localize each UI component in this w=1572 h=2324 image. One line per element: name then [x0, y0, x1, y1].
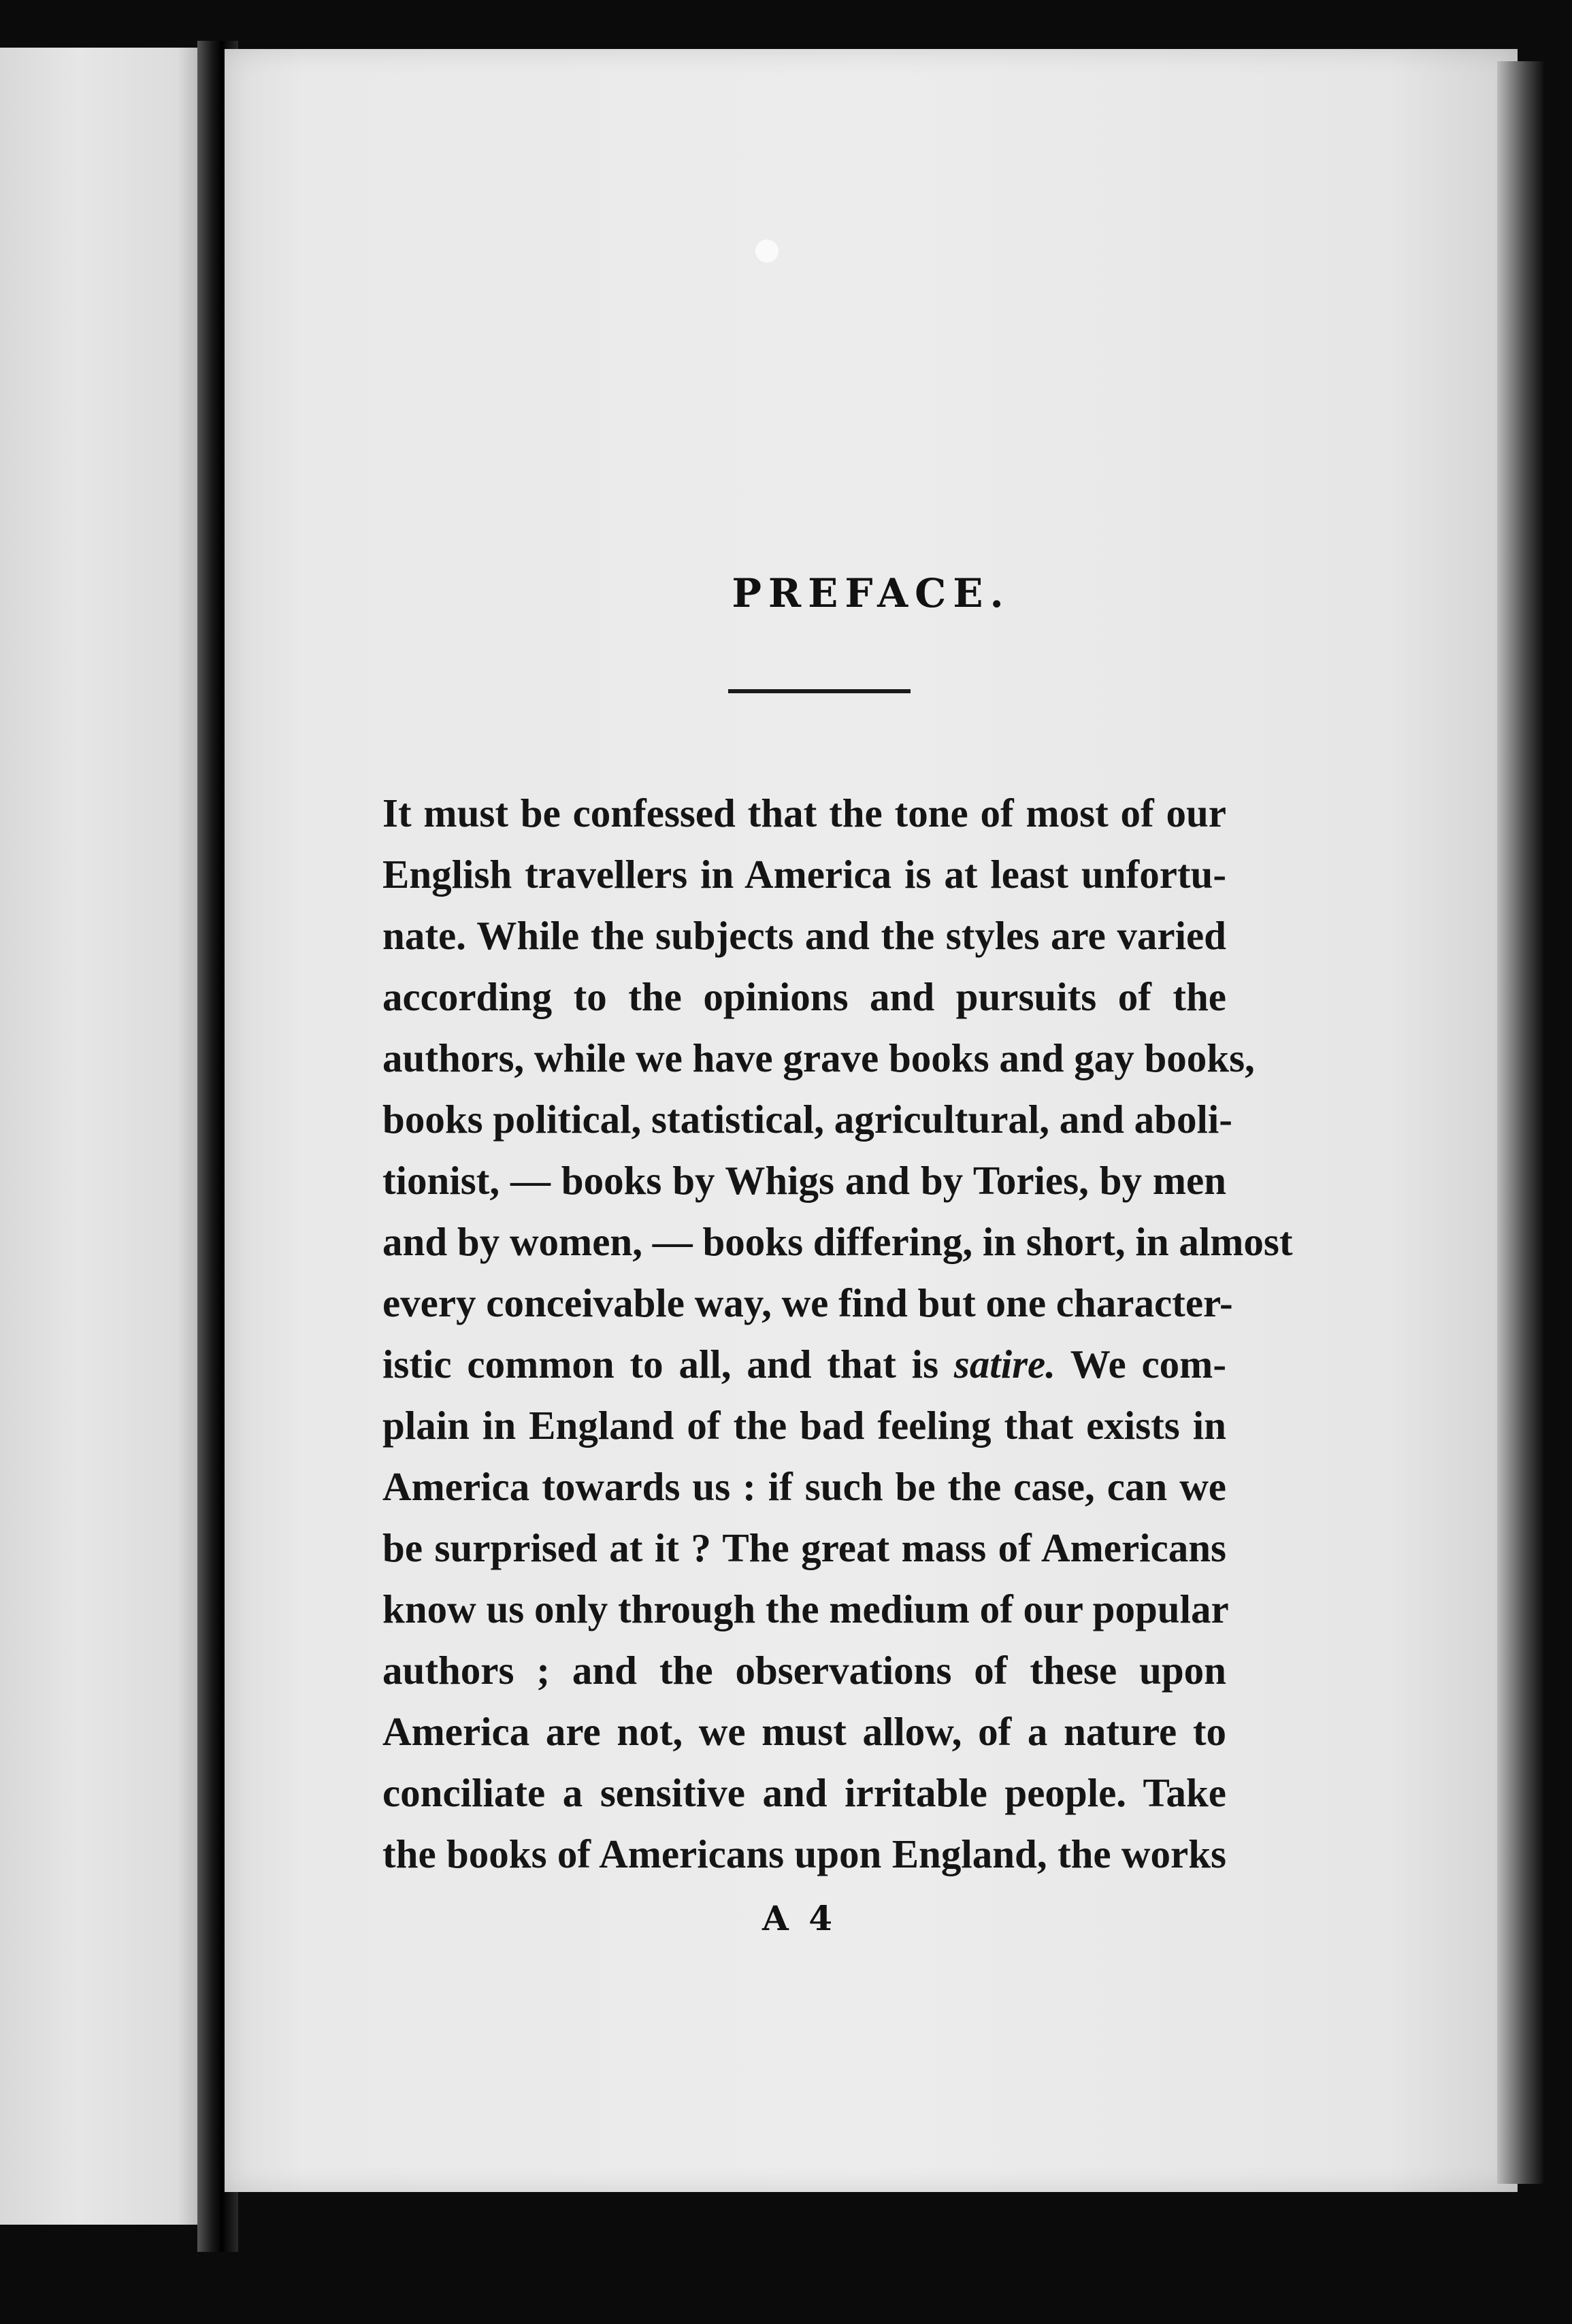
text-line: [382, 1456, 1226, 1517]
preface-paragraph: [382, 782, 1293, 1885]
text-line: [382, 1762, 1226, 1823]
heading-rule: [728, 689, 911, 693]
text-line: [382, 1517, 1226, 1578]
page-heading: PREFACE.: [732, 570, 1011, 616]
text-line: [382, 1211, 1293, 1272]
text-segment: according to the opinions and pursuits of the: [382, 974, 1226, 1019]
text-segment: conciliate a sensitive and irritable people. Take: [382, 1770, 1226, 1815]
text-segment: books political, statistical, agricultural, and aboli-: [382, 1097, 1232, 1142]
signature-mark: A 4: [762, 1898, 836, 1938]
text-line: [382, 1027, 1255, 1089]
text-line: [382, 844, 1226, 905]
facing-page-edge: [0, 48, 197, 2225]
text-segment: nate. While the subjects and the styles are varied: [382, 913, 1226, 958]
page-fore-edge: [1497, 61, 1545, 2184]
text-line: [382, 1150, 1226, 1211]
text-segment: the books of Americans upon England, the works: [382, 1831, 1226, 1876]
text-line: [382, 782, 1226, 844]
text-line: [382, 1640, 1226, 1701]
text-line: [382, 1578, 1229, 1640]
text-line: [382, 1701, 1226, 1762]
text-line: [382, 1395, 1226, 1456]
text-line: [382, 1333, 1226, 1395]
text-line: [382, 905, 1226, 966]
text-segment: satire.: [953, 1342, 1055, 1387]
text-segment: English travellers in America is at least unfortu-: [382, 852, 1226, 897]
text-segment: know us only through the medium of our popular: [382, 1587, 1229, 1631]
text-segment: plain in England of the bad feeling that exists in: [382, 1403, 1226, 1448]
text-line: [382, 1823, 1226, 1885]
text-segment: istic common to all, and that is: [382, 1342, 954, 1387]
text-segment: We com-: [1055, 1342, 1226, 1387]
text-segment: America towards us : if such be the case, can we: [382, 1464, 1226, 1509]
paper-blemish: [755, 239, 779, 263]
text-segment: It must be confessed that the tone of most of our: [382, 791, 1226, 835]
text-line: [382, 966, 1226, 1027]
text-segment: tionist, — books by Whigs and by Tories, by men: [382, 1158, 1226, 1203]
text-segment: and by women, — books differing, in short, in almost: [382, 1219, 1293, 1264]
text-segment: every conceivable way, we find but one character-: [382, 1280, 1233, 1325]
text-segment: authors, while we have grave books and gay books,: [382, 1035, 1255, 1080]
text-segment: America are not, we must allow, of a nature to: [382, 1709, 1226, 1754]
text-line: [382, 1272, 1233, 1333]
text-segment: be surprised at it ? The great mass of Americans: [382, 1525, 1226, 1570]
text-line: [382, 1089, 1232, 1150]
text-segment: authors ; and the observations of these upon: [382, 1648, 1226, 1693]
